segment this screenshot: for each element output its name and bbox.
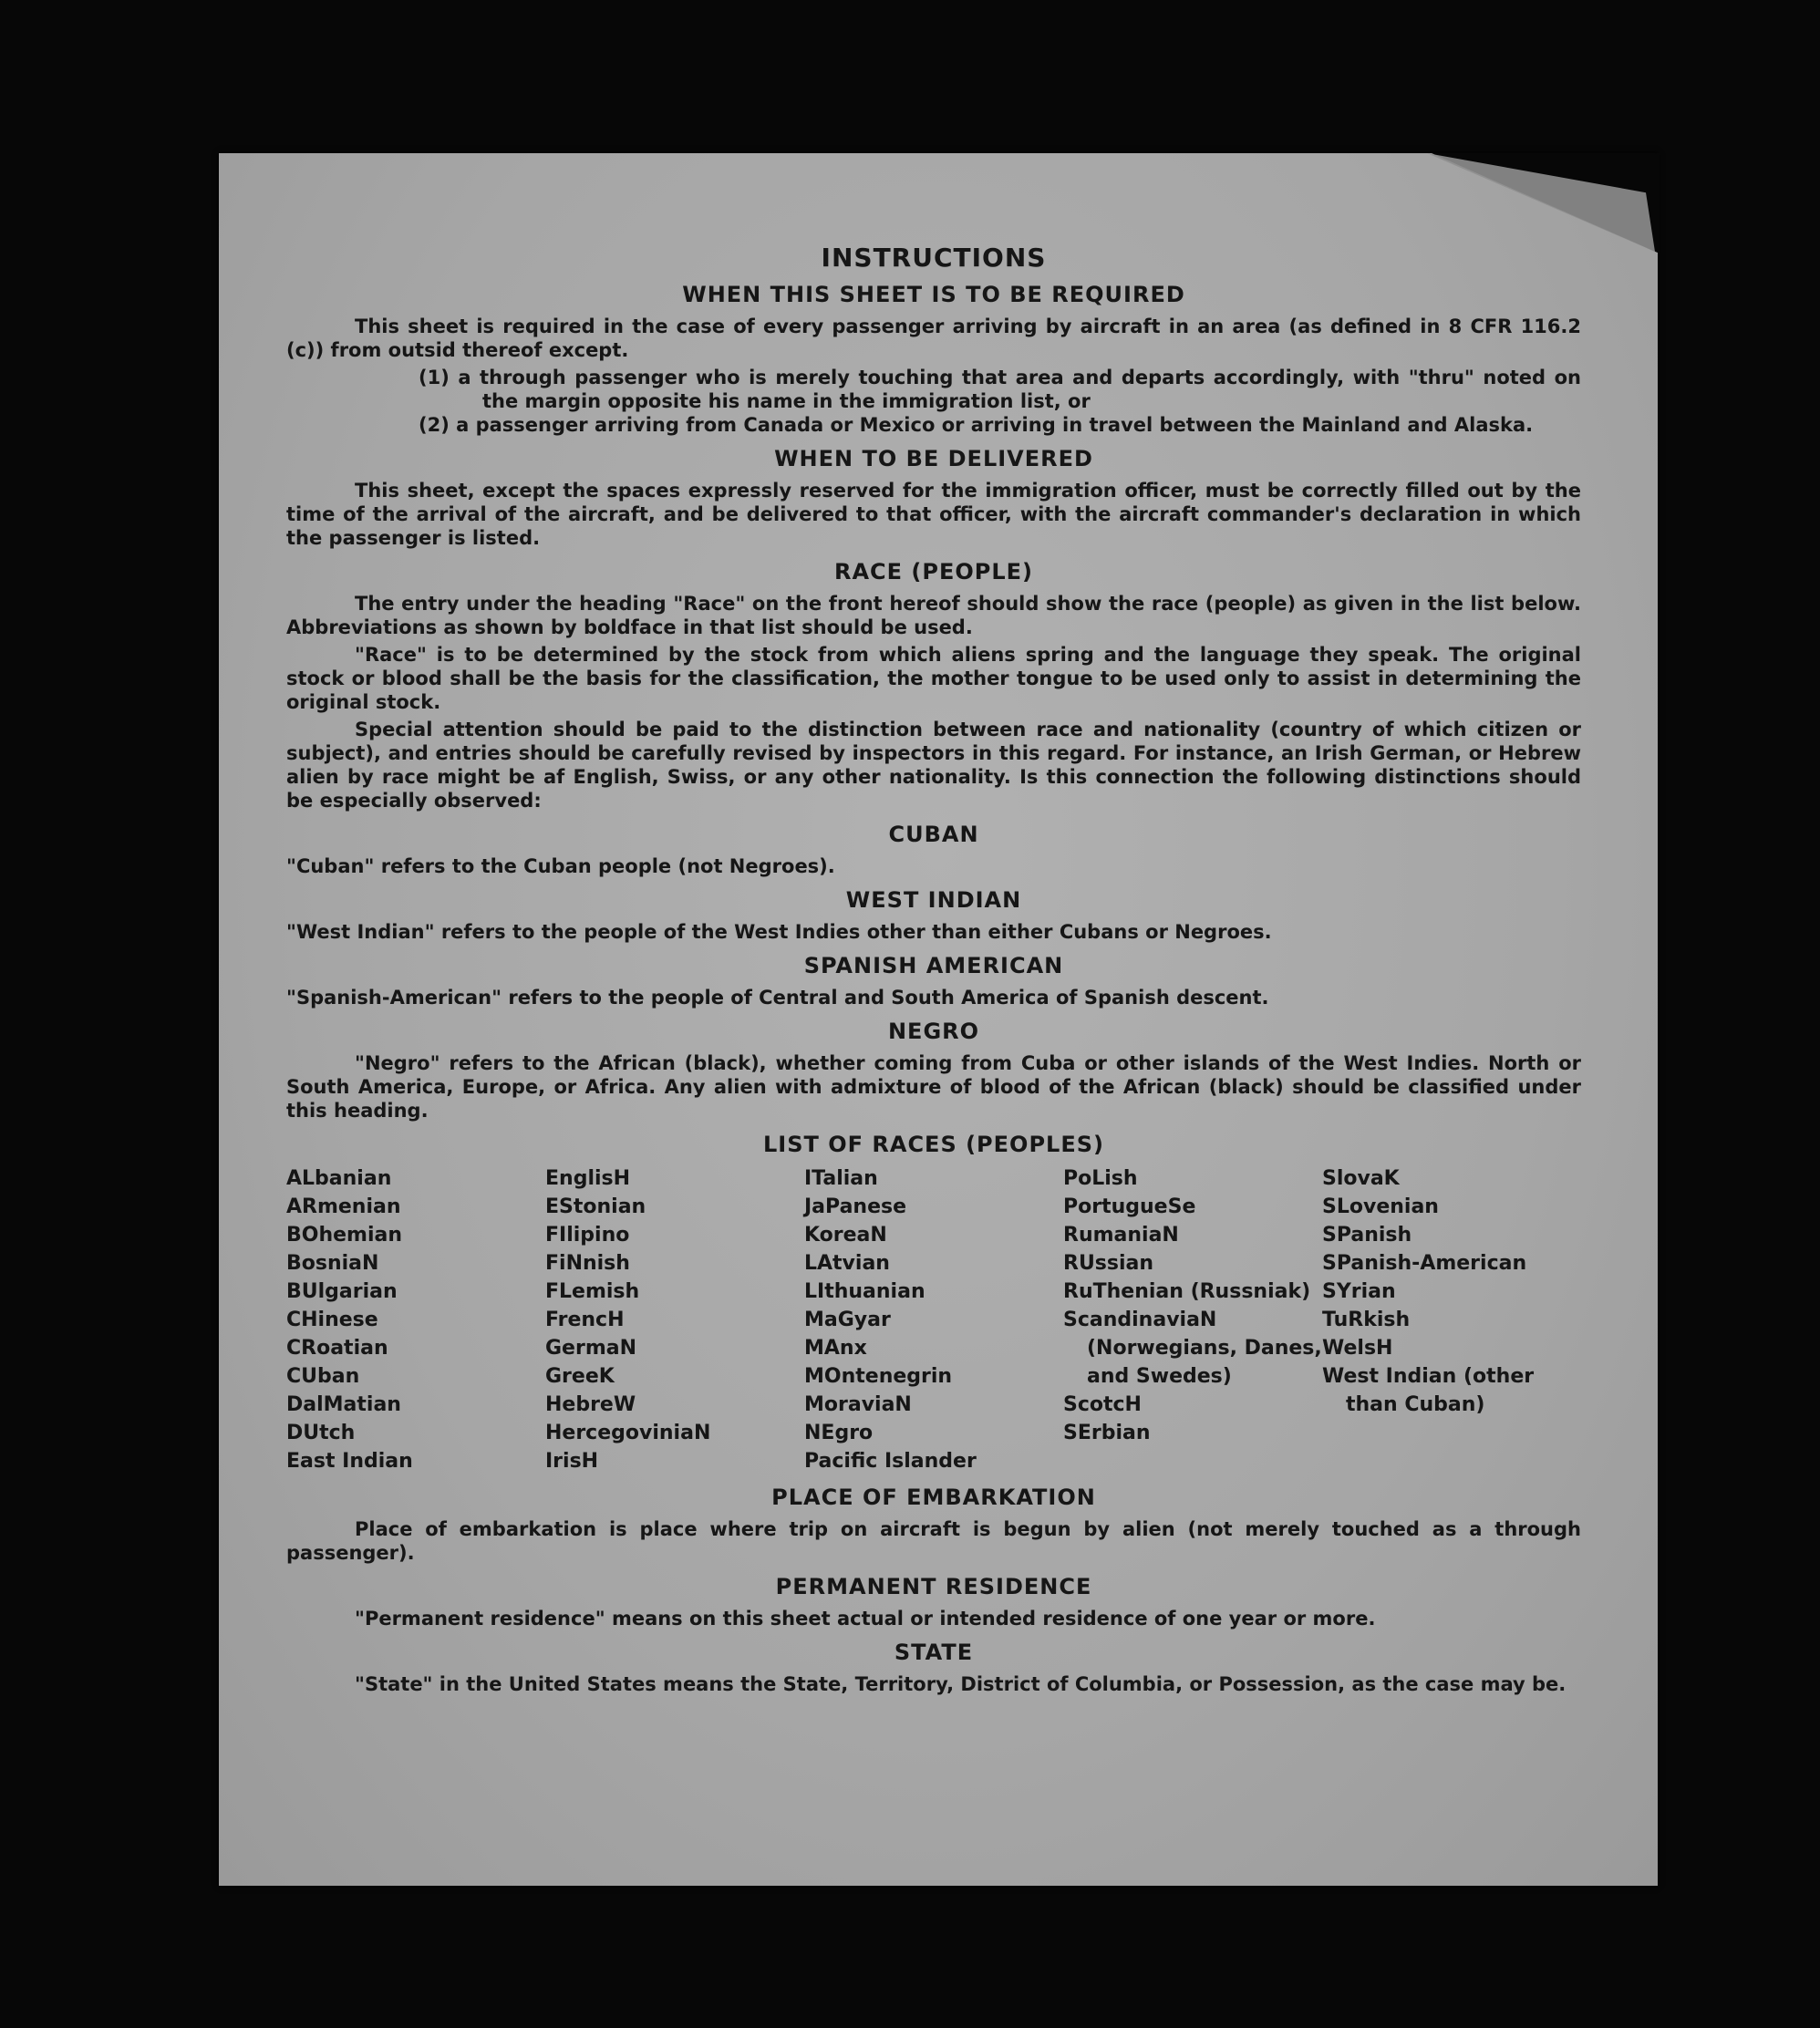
section-paragraph: Place of embarkation is place where trip on aircraft is begun by alien (not merely touched as a through passenger). <box>286 1518 1581 1564</box>
race-entry: East Indian <box>286 1450 413 1473</box>
race-entry: CUban <box>286 1365 360 1388</box>
race-entry: SLovenian <box>1322 1195 1439 1218</box>
document-title: INSTRUCTIONS <box>821 243 1047 273</box>
race-entry: RumaniaN <box>1063 1224 1179 1247</box>
section-paragraph: "Race" is to be determined by the stock from which aliens spring and the language they speak. The original stock or blood shall be the basis for the classification, the mother tongue to be used only to assist in determining the original stock. <box>286 644 1581 713</box>
section-heading-west-indian: WEST INDIAN <box>845 887 1022 913</box>
section-paragraph: The entry under the heading "Race" on the front hereof should show the race (people) as given in the list below. Abbreviations as shown by boldface in that list should be used. <box>286 593 1581 638</box>
race-entry: FiNnish <box>545 1252 630 1275</box>
section-heading-spanish-american: SPANISH AMERICAN <box>803 953 1064 978</box>
races-column <box>1322 1164 1581 1475</box>
section-paragraph: "Permanent residence" means on this sheet actual or intended residence of one year or more. <box>355 1608 1376 1630</box>
section-paragraph: "Negro" refers to the African (black), whether coming from Cuba or other islands of the West Indies. North or South America, Europe, or Africa. Any alien with admixture of blood of the African (black) should be classified under this heading. <box>286 1052 1581 1122</box>
races-heading: LIST OF RACES (PEOPLES) <box>763 1132 1104 1157</box>
race-entry: MAnx <box>804 1337 867 1360</box>
section-paragraph: This sheet, except the spaces expressly reserved for the immigration officer, must be correctly filled out by the time of the arrival of the aircraft, and be delivered to that officer, with the aircraft commander's declaration in which the passenger is listed. <box>286 480 1581 549</box>
race-entry: NEgro <box>804 1422 874 1444</box>
race-entry: RUssian <box>1063 1252 1154 1275</box>
race-entry: CRoatian <box>286 1337 388 1360</box>
race-entry: PoLish <box>1063 1167 1138 1190</box>
race-entry: TuRkish <box>1322 1309 1411 1331</box>
section-heading-required: WHEN THIS SHEET IS TO BE REQUIRED <box>682 282 1185 307</box>
race-entry: West Indian (other than Cuban) <box>1322 1365 1535 1416</box>
section-heading-race: RACE (PEOPLE) <box>833 559 1034 585</box>
race-entry: Pacific Islander <box>804 1450 977 1473</box>
race-entry: EStonian <box>545 1195 646 1218</box>
section-paragraph: "State" in the United States means the State, Territory, District of Columbia, or Possession, as the case may be. <box>355 1673 1567 1695</box>
section-heading-delivered: WHEN TO BE DELIVERED <box>774 446 1093 471</box>
race-entry: BUlgarian <box>286 1280 398 1303</box>
races-column <box>545 1164 804 1475</box>
race-entry: FIlipino <box>545 1224 630 1247</box>
race-entry: MOntenegrin <box>804 1365 953 1388</box>
race-entry: GreeK <box>545 1365 615 1388</box>
race-entry: RuThenian (Russniak) <box>1063 1280 1311 1303</box>
section-paragraph: Special attention should be paid to the distinction between race and nationality (country of which citizen or subject), and entries should be carefully revised by inspectors in this regard. For instance, an Irish German, or Hebrew alien by race might be af English, Swiss, or any other nationality. Is this connection the following distinctions should be especially observed: <box>286 719 1581 812</box>
race-entry: SlovaK <box>1322 1167 1400 1190</box>
races-column <box>286 1164 545 1475</box>
races-column <box>804 1164 1063 1475</box>
section-paragraph: This sheet is required in the case of every passenger arriving by aircraft in an area (as defined in 8 CFR 116.2 (c)) from outsid thereof except. <box>286 316 1581 361</box>
section-heading-negro: NEGRO <box>887 1019 980 1044</box>
race-entry: ALbanian <box>286 1167 392 1190</box>
race-entry: MaGyar <box>804 1309 891 1331</box>
race-entry: BosniaN <box>286 1252 379 1275</box>
race-entry: WelsH <box>1322 1337 1393 1360</box>
race-entry: CHinese <box>286 1309 378 1331</box>
race-entry: FLemish <box>545 1280 640 1303</box>
race-entry: EnglisH <box>545 1167 631 1190</box>
section-heading-state: STATE <box>894 1640 974 1665</box>
race-entry: JaPanese <box>804 1195 907 1218</box>
exception-item: (1) a through passenger who is merely touching that area and departs accordingly, with "thru" noted on the margin opposite his name in the immigration list, or <box>419 367 1581 412</box>
races-list <box>286 1164 1581 1475</box>
section-paragraph: "Spanish-American" refers to the people of Central and South America of Spanish descent. <box>286 987 1269 1009</box>
race-entry: IrisH <box>545 1450 599 1473</box>
race-entry: BOhemian <box>286 1224 403 1247</box>
race-entry: PortugueSe <box>1063 1195 1196 1218</box>
race-entry: LAtvian <box>804 1252 890 1275</box>
race-entry: LIthuanian <box>804 1280 926 1303</box>
race-entry: ScandinaviaN (Norwegians, Danes, and Swedes) <box>1063 1309 1322 1388</box>
race-entry: ARmenian <box>286 1195 401 1218</box>
exception-item: (2) a passenger arriving from Canada or Mexico or arriving in travel between the Mainland and Alaska. <box>419 414 1534 436</box>
race-entry: SPanish <box>1322 1224 1412 1247</box>
race-entry: SYrian <box>1322 1280 1396 1303</box>
race-entry: DUtch <box>286 1422 356 1444</box>
race-entry: SPanish-American <box>1322 1252 1527 1275</box>
race-entry: FrencH <box>545 1309 625 1331</box>
section-heading-cuban: CUBAN <box>888 822 979 847</box>
race-entry: SErbian <box>1063 1422 1151 1444</box>
race-entry: HercegoviniaN <box>545 1422 711 1444</box>
races-column <box>1063 1164 1322 1475</box>
section-heading-embarkation: PLACE OF EMBARKATION <box>771 1485 1096 1510</box>
race-entry: MoraviaN <box>804 1393 912 1416</box>
section-heading-residence: PERMANENT RESIDENCE <box>775 1574 1092 1599</box>
section-paragraph: "West Indian" refers to the people of the West Indies other than either Cubans or Negroes. <box>286 921 1272 943</box>
race-entry: ITalian <box>804 1167 878 1190</box>
race-entry: KoreaN <box>804 1224 887 1247</box>
race-entry: HebreW <box>545 1393 636 1416</box>
race-entry: GermaN <box>545 1337 637 1360</box>
section-paragraph: "Cuban" refers to the Cuban people (not Negroes). <box>286 855 835 877</box>
document-content <box>286 235 1581 1700</box>
race-entry: ScotcH <box>1063 1393 1142 1416</box>
race-entry: DalMatian <box>286 1393 401 1416</box>
